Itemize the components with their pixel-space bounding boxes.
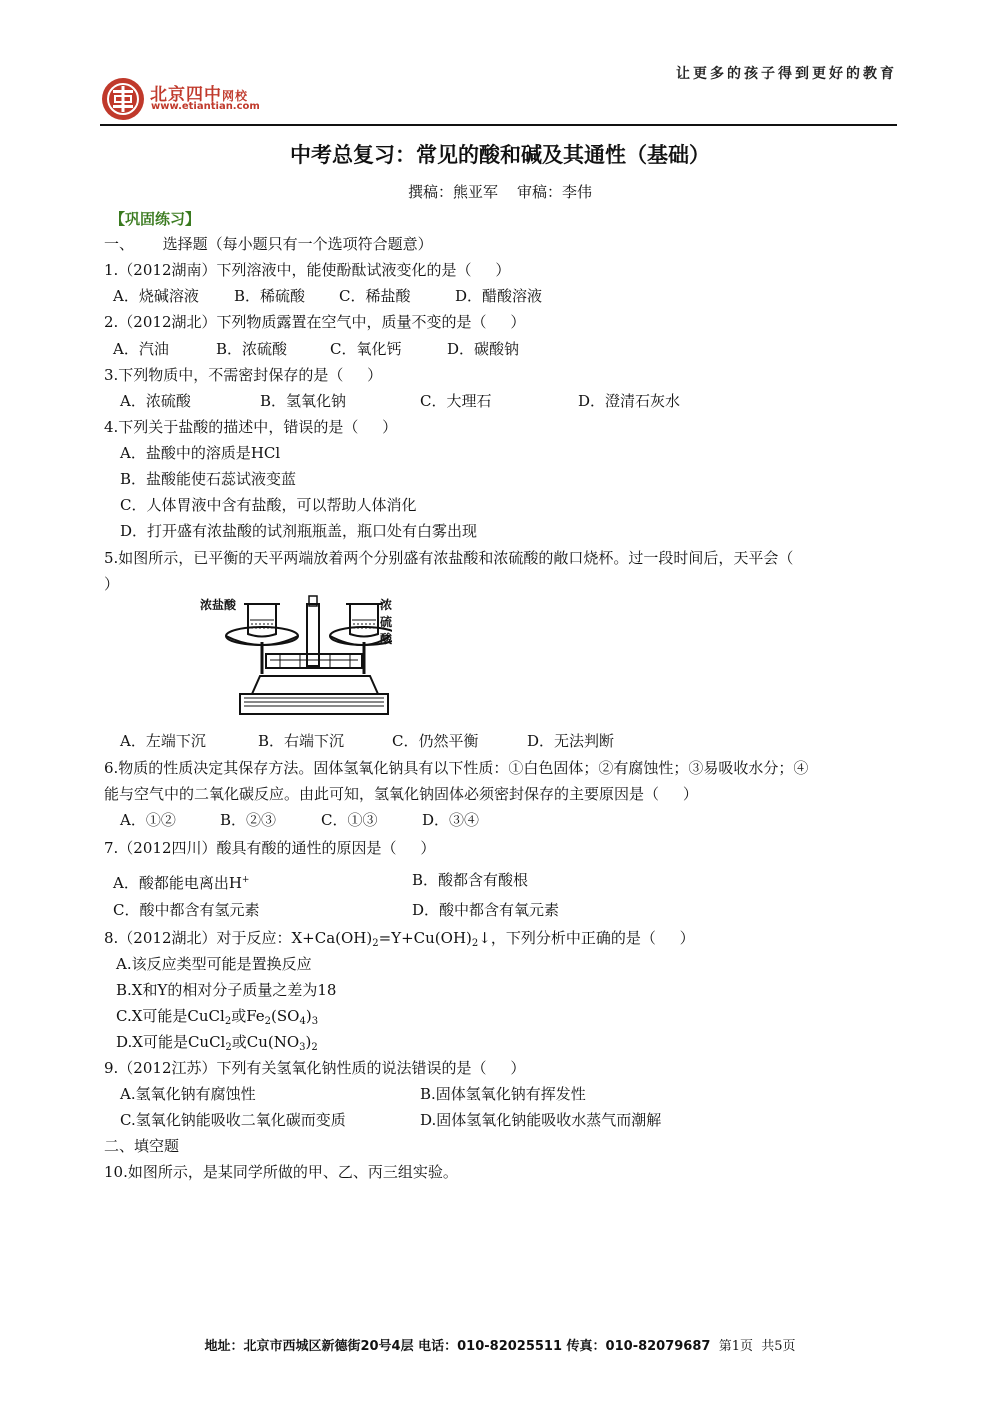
logo-name-main: 北京四中 [150,85,222,105]
q2-option-d: D．碳酸钠 [447,340,520,358]
q4-option-b: B．盐酸能使石蕊试液变蓝 [120,470,297,488]
section-tag: 【巩固练习】 [110,210,201,228]
q8-d-a: D.X可能是CuCl [116,1033,226,1051]
q8-stem-mid: =Y+Cu(OH) [378,929,472,947]
header-slogan: 让更多的孩子得到更好的教育 [676,66,897,82]
q6-stem-line1: 6.物质的性质决定其保存方法。固体氢氧化钠具有以下性质：①白色固体；②有腐蚀性；③易吸收水分；④ [104,759,809,777]
q6-option-b: B．②③ [220,811,277,829]
footer-page: 第1页 共5页 [710,1339,796,1354]
q8-stem [104,928,695,954]
part1-heading: 一、 选择题（每小题只有一个选项符合题意） [104,235,433,253]
footer-address: 地址：北京市西城区新德街20号4层 电话：010-82025511 传真：010-82079687 [204,1339,711,1354]
q7-option-c: C．酸中都含有氢元素 [113,901,260,919]
q8-option-b: B.X和Y的相对分子质量之差为18 [116,981,337,999]
q7-option-d: D．酸中都含有氧元素 [412,901,560,919]
q3-option-d: D．澄清石灰水 [578,392,681,410]
q8-d-b: 或Cu(NO [231,1033,300,1051]
q2-stem: 2.（2012湖北）下列物质露置在空气中，质量不变的是（ ） [104,313,526,331]
q9-stem: 9.（2012江苏）下列有关氢氧化钠性质的说法错误的是（ ） [104,1059,526,1077]
q8-c-sub4: 4 [299,1016,306,1027]
page-title: 中考总复习：常见的酸和碱及其通性（基础） [290,143,710,167]
q2-option-a: A．汽油 [113,340,169,358]
q3-option-a: A．浓硫酸 [120,392,191,410]
q8-c-d: ) [305,1007,312,1025]
q8-option-a: A.该反应类型可能是置换反应 [116,955,312,973]
q7-option-a-sup: + [241,875,250,885]
q7-option-a [113,870,249,893]
q3-option-c: C．大理石 [420,392,492,410]
q6-option-c: C．①③ [321,811,378,829]
q10-stem: 10.如图所示，是某同学所做的甲、乙、丙三组实验。 [104,1163,458,1181]
q8-stem-suffix: ↓，下列分析中正确的是（ ） [478,929,695,947]
q9-option-a: A.氢氧化钠有腐蚀性 [120,1085,256,1103]
q4-stem: 4.下列关于盐酸的描述中，错误的是（ ） [104,418,398,436]
q4-option-c: C．人体胃液中含有盐酸，可以帮助人体消化 [120,496,417,514]
q8-c-b: 或Fe [231,1007,265,1025]
q8-d-sub2: 2 [225,1042,232,1053]
q1-option-b: B．稀硫酸 [234,287,306,305]
figure-right-label: 浓硫酸 [380,598,393,646]
q7-stem: 7.（2012四川）酸具有酸的通性的原因是（ ） [104,839,436,857]
q8-stem-prefix: 8.（2012湖北）对于反应：X+Ca(OH) [104,929,373,947]
q5-option-d: D．无法判断 [527,732,615,750]
q8-sub-2b: 2 [471,938,479,949]
q8-c-c: (SO [271,1007,300,1025]
q1-option-c: C．稀盐酸 [339,287,411,305]
q9-option-c: C.氢氧化钠能吸收二氧化碳而变质 [120,1111,346,1129]
balance-figure [200,594,392,719]
q6-option-d: D．③④ [422,811,480,829]
header-divider [100,124,897,126]
school-logo-icon [100,76,146,122]
q6-option-a: A．①② [120,811,176,829]
q8-sub-2a: 2 [372,938,379,949]
q5-option-b: B．右端下沉 [258,732,345,750]
q7-option-b: B．酸都含有酸根 [412,871,529,889]
part2-heading: 二、填空题 [104,1137,180,1155]
q8-option-d [116,1032,318,1058]
q7-option-a-text: A．酸都能电离出H [113,874,242,892]
q5-stem-line2: ） [104,575,120,593]
q8-c-sub3: 3 [311,1016,319,1027]
q8-d-sub2b: 2 [311,1042,318,1053]
logo-name-small: 网校 [222,89,249,103]
q8-d-sub3: 3 [299,1042,306,1053]
logo-url: www.etiantian.com [151,101,260,112]
q5-option-a: A．左端下沉 [120,732,206,750]
q1-option-d: D．醋酸溶液 [455,287,543,305]
figure-left-label: 浓盐酸 [200,598,237,612]
q3-stem: 3.下列物质中，不需密封保存的是（ ） [104,366,383,384]
q8-c-sub2: 2 [224,1016,232,1027]
q4-option-d: D．打开盛有浓盐酸的试剂瓶瓶盖，瓶口处有白雾出现 [120,522,478,540]
q6-stem-line2: 能与空气中的二氧化碳反应。由此可知，氢氧化钠固体必须密封保存的主要原因是（ ） [104,785,698,803]
footer [0,1335,1000,1354]
q1-option-a: A．烧碱溶液 [113,287,199,305]
q2-option-c: C．氧化钙 [330,340,402,358]
q5-stem-line1: 5.如图所示，已平衡的天平两端放着两个分别盛有浓盐酸和浓硫酸的敞口烧杯。过一段时间后，天平会（ [104,549,794,567]
q9-option-d: D.固体氢氧化钠能吸收水蒸气而潮解 [420,1111,662,1129]
q9-option-b: B.固体氢氧化钠有挥发性 [420,1085,586,1103]
q3-option-b: B．氢氧化钠 [260,392,347,410]
q4-option-a: A．盐酸中的溶质是HCl [120,444,281,462]
q8-option-c [116,1006,318,1032]
q2-option-b: B．浓硫酸 [216,340,288,358]
q8-c-sub2b: 2 [264,1016,272,1027]
q5-option-c: C．仍然平衡 [392,732,479,750]
q8-d-c: ) [305,1033,312,1051]
authors: 撰稿：熊亚军 审稿：李伟 [407,183,593,201]
q1-stem: 1.（2012湖南）下列溶液中，能使酚酞试液变化的是（ ） [104,261,511,279]
q8-c-a: C.X可能是CuCl [116,1007,225,1025]
